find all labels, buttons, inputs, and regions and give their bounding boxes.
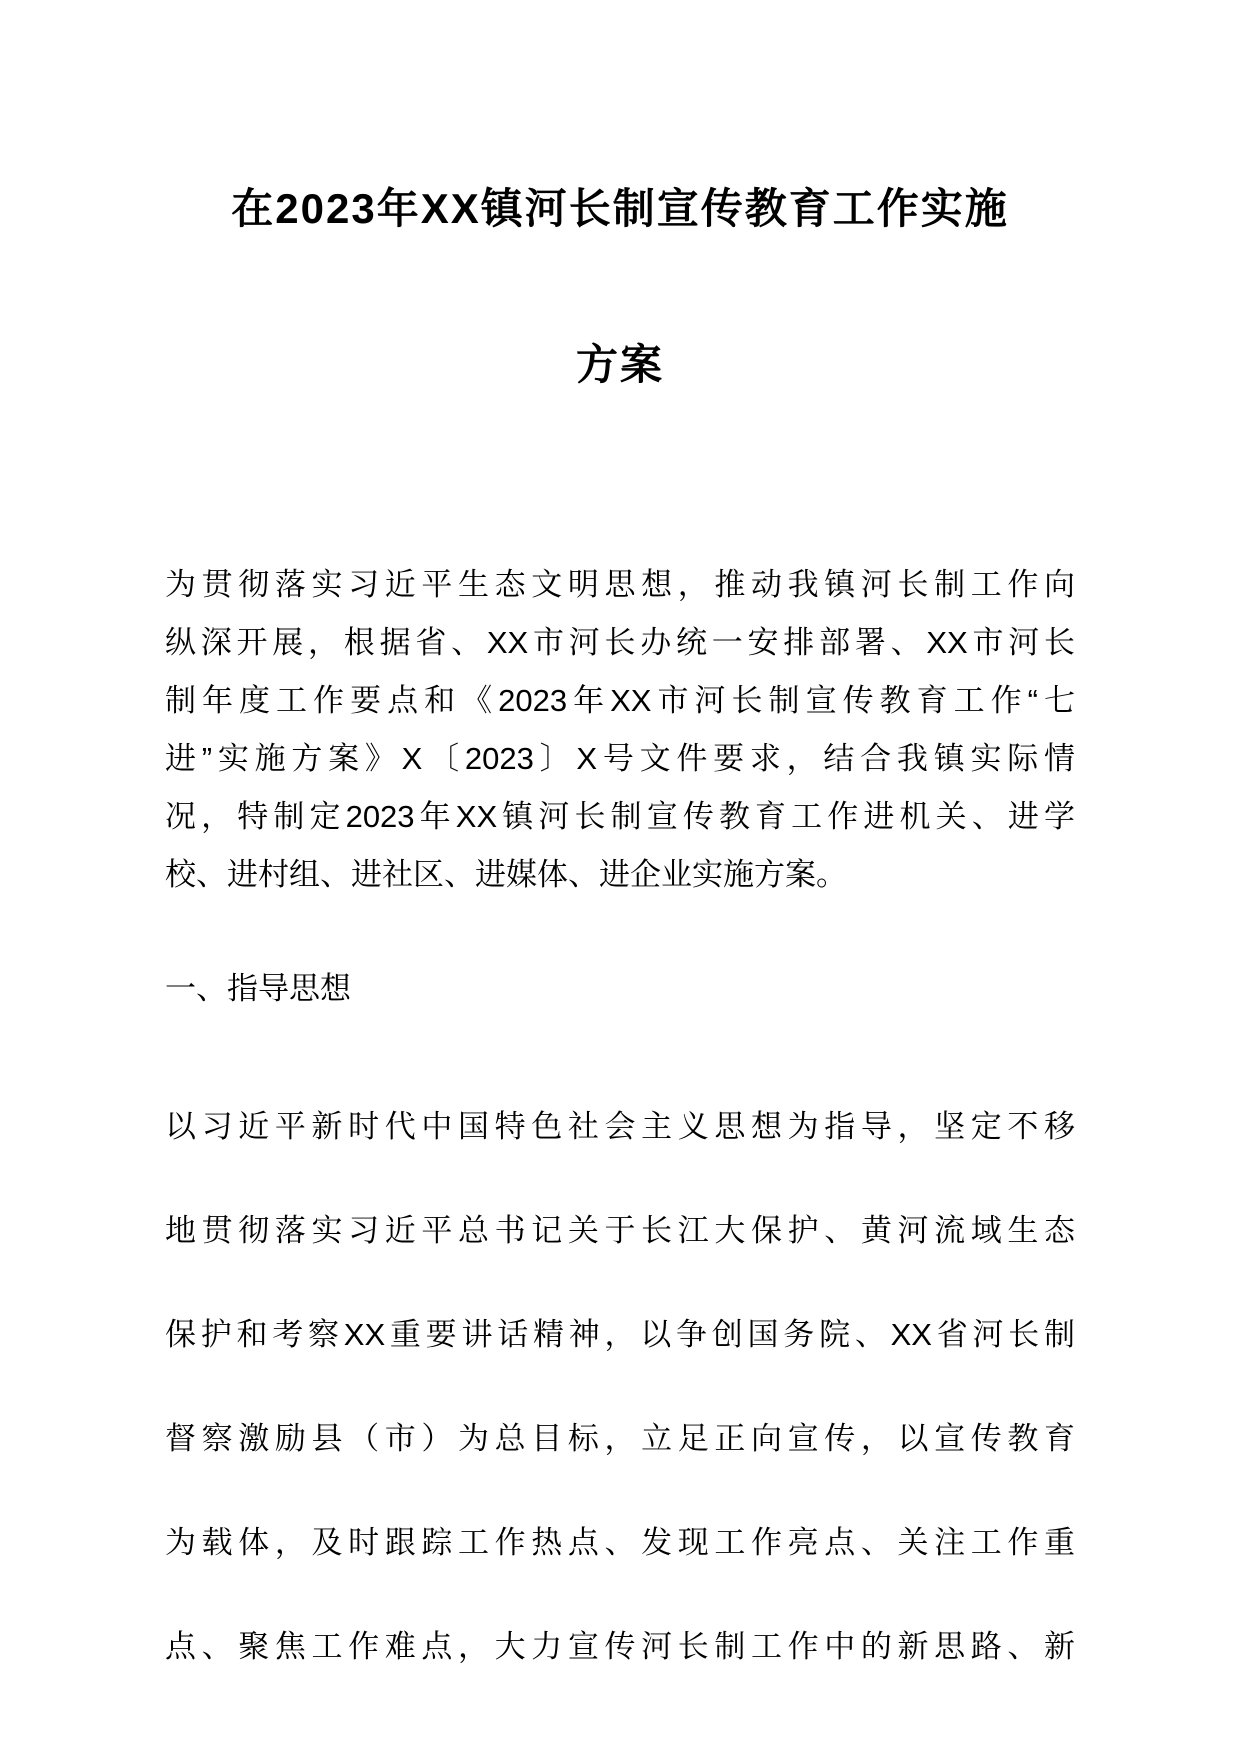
section-heading-guiding-ideology: 一、指导思想 bbox=[165, 970, 351, 1006]
text-line: 保护和考察XX重要讲话精神，以争创国务院、XX省河长制 bbox=[165, 1316, 1075, 1352]
text-line: 地贯彻落实习近平总书记关于长江大保护、黄河流域生态 bbox=[165, 1212, 1075, 1248]
document-title bbox=[165, 185, 1075, 390]
text-line: 进”实施方案》X〔2023〕X号文件要求，结合我镇实际情 bbox=[165, 740, 1075, 776]
text-line: 为载体，及时跟踪工作热点、发现工作亮点、关注工作重 bbox=[165, 1524, 1075, 1560]
text-line: 校、进村组、进社区、进媒体、进企业实施方案。 bbox=[165, 856, 847, 892]
text-line: 点、聚焦工作难点，大力宣传河长制工作中的新思路、新 bbox=[165, 1628, 1075, 1664]
paragraph-guiding-ideology bbox=[165, 1075, 1075, 1699]
text-line: 以习近平新时代中国特色社会主义思想为指导，坚定不移 bbox=[165, 1108, 1075, 1144]
text-line: 为贯彻落实习近平生态文明思想，推动我镇河长制工作向 bbox=[165, 566, 1075, 602]
text-line: 督察激励县（市）为总目标，立足正向宣传，以宣传教育 bbox=[165, 1420, 1075, 1456]
title-line-1: 在2023年XX镇河长制宣传教育工作实施 bbox=[231, 185, 1009, 232]
title-line-2: 方案 bbox=[575, 341, 664, 389]
text-line: 纵深开展，根据省、XX市河长办统一安排部署、XX市河长 bbox=[165, 624, 1075, 660]
text-line: 制年度工作要点和《2023年XX市河长制宣传教育工作“七 bbox=[165, 682, 1075, 718]
text-line: 况，特制定2023年XX镇河长制宣传教育工作进机关、进学 bbox=[165, 798, 1075, 834]
paragraph-intro bbox=[165, 556, 1075, 904]
